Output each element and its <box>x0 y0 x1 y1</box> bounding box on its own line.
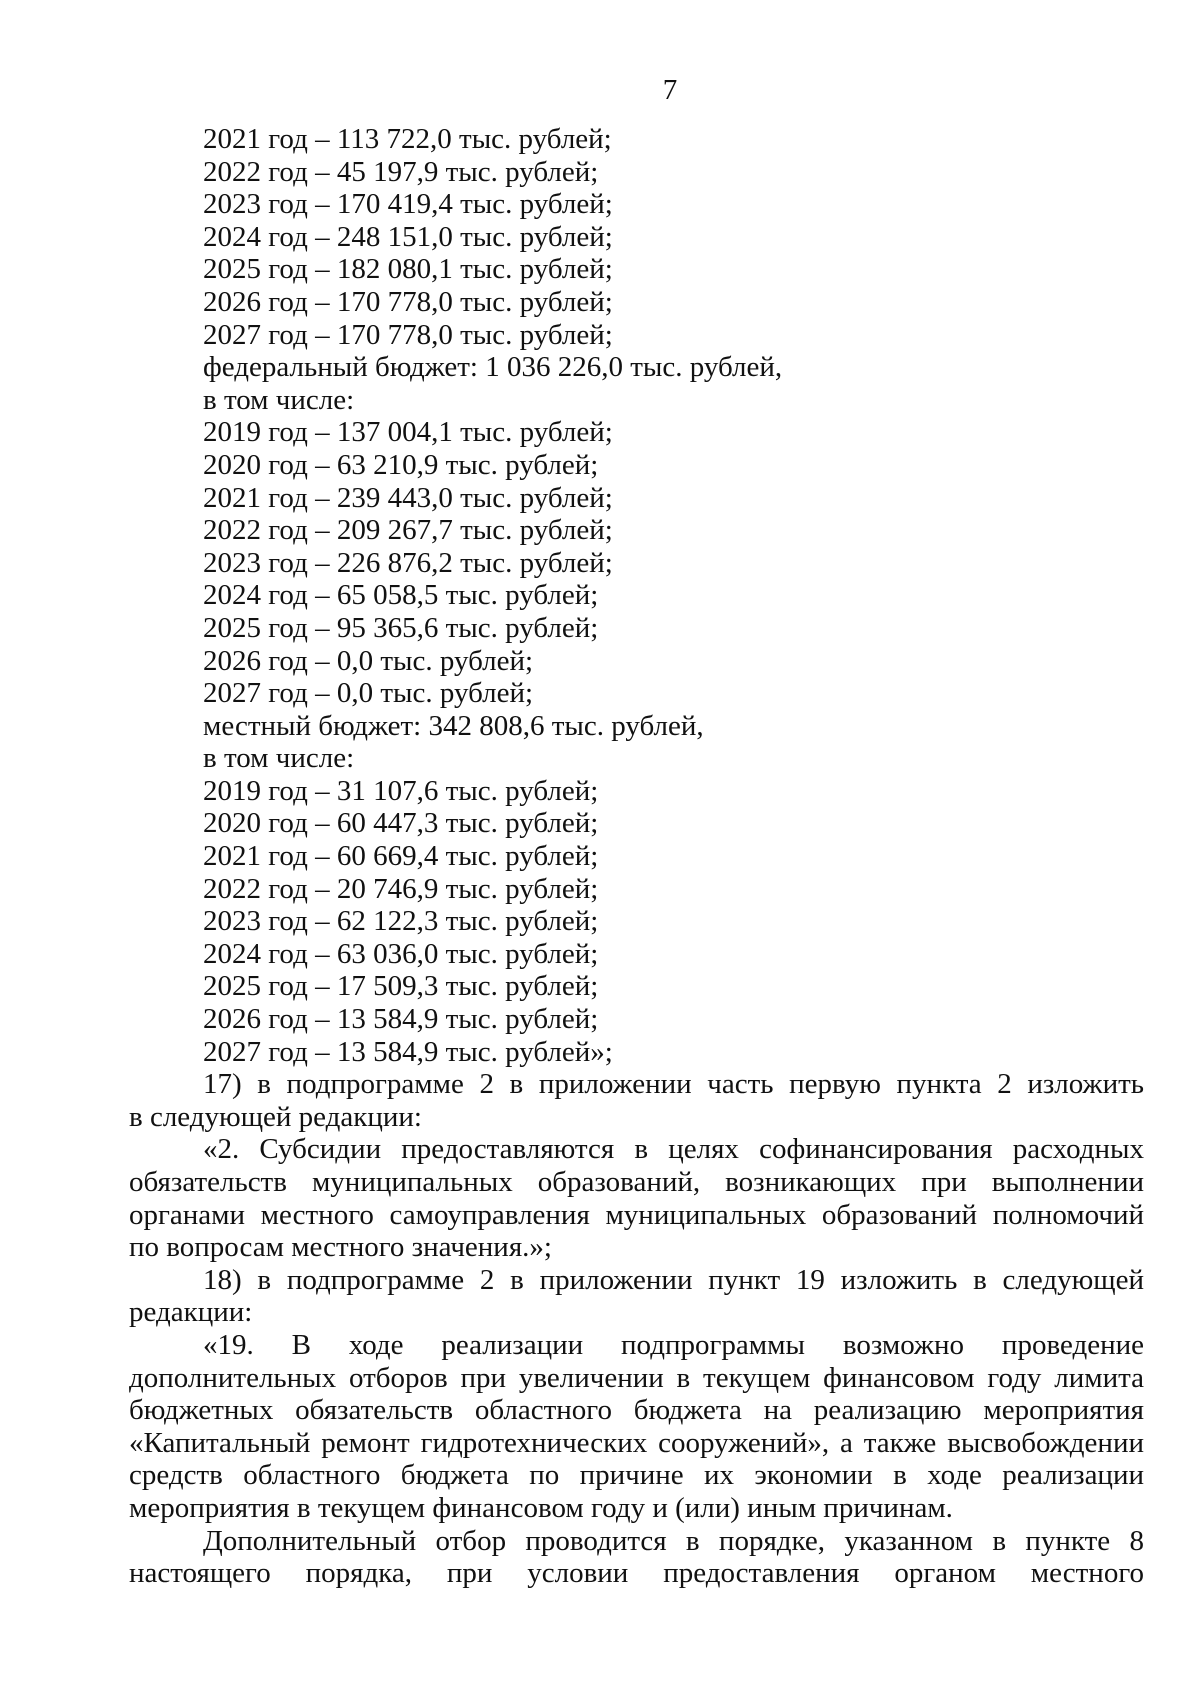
item-18-line-1: 18) в подпрограмме 2 в приложении пункт 19 изложить в следующей <box>203 1263 1144 1296</box>
year-line: 2020 год – 60 447,3 тыс. рублей; <box>203 807 599 840</box>
quote-19-line-6: мероприятия в текущем финансовом году и (или) иным причинам. <box>129 1491 953 1524</box>
quote-19-line-1: «19. В ходе реализации подпрограммы возможно проведение <box>203 1328 1144 1361</box>
item-18 <box>129 1264 1144 1329</box>
year-line: 2022 год – 45 197,9 тыс. рублей; <box>203 155 599 188</box>
year-line: 2023 год – 226 876,2 тыс. рублей; <box>203 546 613 579</box>
local-budget-block <box>129 710 1144 1069</box>
year-line: 2026 год – 13 584,9 тыс. рублей; <box>203 1003 599 1036</box>
item-17-line-1: 17) в подпрограмме 2 в приложении часть первую пункта 2 изложить <box>203 1068 1144 1101</box>
year-line: 2022 год – 209 267,7 тыс. рублей; <box>203 514 613 547</box>
year-line: 2023 год – 62 122,3 тыс. рублей; <box>203 905 599 938</box>
quote-point-19 <box>129 1329 1144 1525</box>
year-line: 2020 год – 63 210,9 тыс. рублей; <box>203 448 599 481</box>
federal-budget-block <box>129 351 1144 710</box>
including-label: в том числе: <box>203 742 355 775</box>
year-line: 2027 год – 0,0 тыс. рублей; <box>203 677 534 710</box>
year-line: 2025 год – 182 080,1 тыс. рублей; <box>203 253 613 286</box>
regional-budget-years <box>129 123 1144 351</box>
quote-19-line-3: бюджетных обязательств областного бюджета на реализацию мероприятия <box>129 1394 1144 1427</box>
page-number: 7 <box>662 74 678 106</box>
quote-2-line-3: органами местного самоуправления муниципальных образований полномочий <box>129 1198 1144 1231</box>
quote-2-line-1: «2. Субсидии предоставляются в целях софинансирования расходных <box>203 1133 1144 1166</box>
item-17 <box>129 1068 1144 1133</box>
year-line: 2021 год – 239 443,0 тыс. рублей; <box>203 481 613 514</box>
quote-19-line-2: дополнительных отборов при увеличении в текущем финансовом году лимита <box>129 1361 1144 1394</box>
quote-19-line-5: средств областного бюджета по причине их экономии в ходе реализации <box>129 1459 1144 1492</box>
year-line: 2024 год – 248 151,0 тыс. рублей; <box>203 220 613 253</box>
year-line: 2027 год – 170 778,0 тыс. рублей; <box>203 318 613 351</box>
quote-2-line-2: обязательств муниципальных образований, возникающих при выполнении <box>129 1166 1144 1198</box>
federal-budget-title: федеральный бюджет: 1 036 226,0 тыс. рублей, <box>203 351 783 384</box>
quote-19-line-4: «Капитальный ремонт гидротехнических сооружений», а также высвобождении <box>129 1426 1144 1459</box>
document-body <box>129 123 1144 1590</box>
quote-point-2 <box>129 1133 1144 1263</box>
additional-selection-line-2: настоящего порядка, при условии предоставления органом местного <box>129 1557 1144 1590</box>
year-line: 2024 год – 65 058,5 тыс. рублей; <box>203 579 599 612</box>
year-line: 2021 год – 60 669,4 тыс. рублей; <box>203 840 599 873</box>
year-line: 2025 год – 95 365,6 тыс. рублей; <box>203 611 599 644</box>
year-line: 2022 год – 20 746,9 тыс. рублей; <box>203 872 599 905</box>
year-line: 2026 год – 170 778,0 тыс. рублей; <box>203 285 613 318</box>
quote-2-line-4: по вопросам местного значения.»; <box>129 1231 552 1264</box>
additional-selection-line-1: Дополнительный отбор проводится в порядке, указанном в пункте 8 <box>203 1524 1144 1557</box>
year-line: 2019 год – 137 004,1 тыс. рублей; <box>203 416 613 449</box>
year-line: 2023 год – 170 419,4 тыс. рублей; <box>203 188 613 221</box>
year-line: 2025 год – 17 509,3 тыс. рублей; <box>203 970 599 1003</box>
year-line: 2024 год – 63 036,0 тыс. рублей; <box>203 937 599 970</box>
year-line: 2021 год – 113 722,0 тыс. рублей; <box>203 123 612 155</box>
additional-selection-paragraph <box>129 1525 1144 1590</box>
item-18-line-2: редакции: <box>129 1296 253 1329</box>
item-17-line-2: в следующей редакции: <box>129 1100 422 1133</box>
local-budget-title: местный бюджет: 342 808,6 тыс. рублей, <box>203 709 704 742</box>
year-line: 2019 год – 31 107,6 тыс. рублей; <box>203 774 599 807</box>
year-line: 2026 год – 0,0 тыс. рублей; <box>203 644 534 677</box>
including-label: в том числе: <box>203 383 355 416</box>
year-line: 2027 год – 13 584,9 тыс. рублей»; <box>203 1035 613 1068</box>
